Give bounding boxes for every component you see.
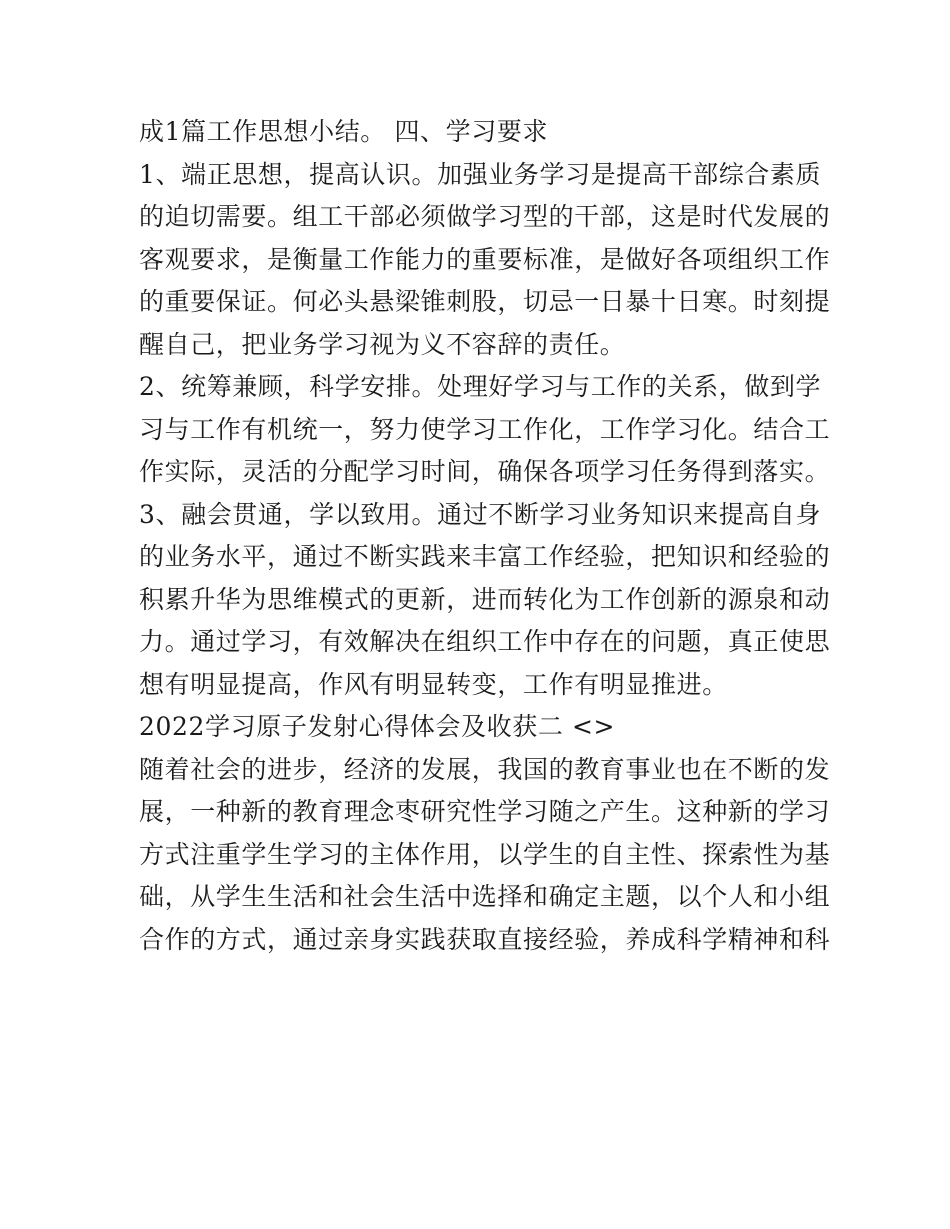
text-line: 合作的方式，通过亲身实践获取直接经验，养成科学精神和科 [139,924,831,954]
text-line: 2、统筹兼顾，科学安排。处理好学习与工作的关系，做到学 [139,372,822,401]
text-line: 随着社会的进步，经济的发展，我国的教育事业也在不断的发 [139,754,831,784]
text-line: 积累升华为思维模式的更新，进而转化为工作创新的源泉和动 [139,584,831,614]
text-line: 展，一种新的教育理念枣研究性学习随之产生。这种新的学习 [139,797,831,826]
text-line: 础，从学生生活和社会生活中选择和确定主题，以个人和小组 [139,882,831,911]
text-line: 想有明显提高，作风有明显转变，工作有明显推进。 [139,669,728,699]
text-line: 客观要求，是衡量工作能力的重要标准，是做好各项组织工作 [139,244,831,274]
text-line: 1、端正思想，提高认识。加强业务学习是提高干部综合素质 [139,159,822,189]
document-body [139,111,831,961]
text-line: 的迫切需要。组工干部必须做学习型的干部，这是时代发展的 [139,202,831,231]
text-line: 作实际，灵活的分配学习时间，确保各项学习任务得到落实。 [139,457,831,486]
text-line: 力。通过学习，有效解决在组织工作中存在的问题，真正使思 [139,627,831,656]
section-heading: 2022学习原子发射心得体会及收获二 <> [139,712,616,741]
text-line: 的重要保证。何必头悬梁锥刺股，切忌一日暴十日寒。时刻提 [139,287,831,316]
text-line: 醒自己，把业务学习视为义不容辞的责任。 [139,329,626,359]
text-line: 习与工作有机统一，努力使学习工作化，工作学习化。结合工 [139,414,831,444]
text-line: 方式注重学生学习的主体作用，以学生的自主性、探索性为基 [139,839,831,869]
text-line: 3、融会贯通，学以致用。通过不断学习业务知识来提高自身 [139,499,822,529]
text-line: 成1篇工作思想小结。 四、学习要求 [139,117,549,146]
text-line: 的业务水平，通过不断实践来丰富工作经验，把知识和经验的 [139,542,831,571]
